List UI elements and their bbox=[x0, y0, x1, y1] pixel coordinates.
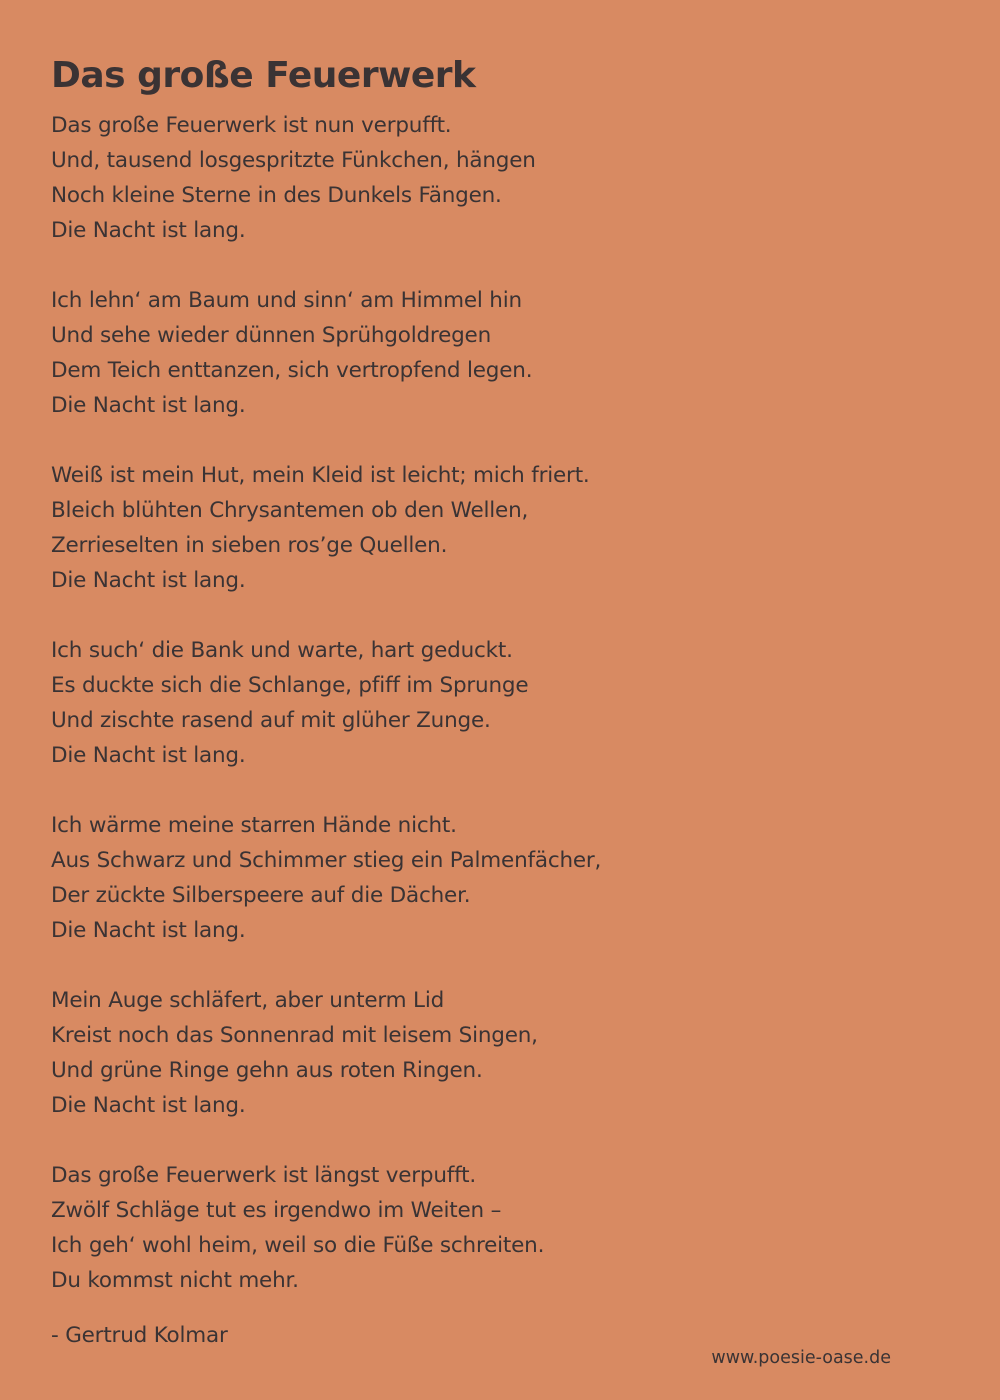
poem-title: Das große Feuerwerk bbox=[51, 55, 476, 96]
poem-line: Aus Schwarz und Schimmer stieg ein Palmenfächer, bbox=[51, 848, 602, 873]
poem-line: Die Nacht ist lang. bbox=[51, 743, 246, 768]
poem-line: Das große Feuerwerk ist nun verpufft. bbox=[51, 113, 452, 138]
poem-line: Die Nacht ist lang. bbox=[51, 1093, 246, 1118]
poem-line: Weiß ist mein Hut, mein Kleid ist leicht; mich friert. bbox=[51, 463, 590, 488]
website-watermark: www.poesie-oase.de bbox=[711, 1348, 891, 1368]
stanza-5 bbox=[51, 808, 951, 948]
poem-line: Das große Feuerwerk ist längst verpufft. bbox=[51, 1163, 477, 1188]
poem-line: Bleich blühten Chrysantemen ob den Wellen, bbox=[51, 498, 529, 523]
poem-line: Mein Auge schläfert, aber unterm Lid bbox=[51, 988, 445, 1013]
poem-line: Und sehe wieder dünnen Sprühgoldregen bbox=[51, 323, 492, 348]
poem-line: Und zischte rasend auf mit glüher Zunge. bbox=[51, 708, 491, 733]
poem-line: Die Nacht ist lang. bbox=[51, 218, 246, 243]
poem-page bbox=[51, 56, 951, 1333]
poem-line: Du kommst nicht mehr. bbox=[51, 1268, 299, 1293]
stanza-2 bbox=[51, 283, 951, 423]
stanza-6 bbox=[51, 983, 951, 1123]
poem-line: Kreist noch das Sonnenrad mit leisem Singen, bbox=[51, 1023, 538, 1048]
stanza-4 bbox=[51, 633, 951, 773]
poem-line: Ich lehn‘ am Baum und sinn‘ am Himmel hin bbox=[51, 288, 522, 313]
stanza-7 bbox=[51, 1158, 951, 1298]
poem-line: Zwölf Schläge tut es irgendwo im Weiten – bbox=[51, 1198, 502, 1223]
poem-author: - Gertrud Kolmar bbox=[51, 1323, 228, 1348]
poem-line: Dem Teich enttanzen, sich vertropfend legen. bbox=[51, 358, 533, 383]
poem-line: Der zückte Silberspeere auf die Dächer. bbox=[51, 883, 471, 908]
poem-line: Die Nacht ist lang. bbox=[51, 568, 246, 593]
poem-line: Die Nacht ist lang. bbox=[51, 393, 246, 418]
poem-line: Und grüne Ringe gehn aus roten Ringen. bbox=[51, 1058, 483, 1083]
poem-line: Die Nacht ist lang. bbox=[51, 918, 246, 943]
poem-line: Und, tausend losgespritzte Fünkchen, hängen bbox=[51, 148, 536, 173]
stanza-1 bbox=[51, 108, 951, 248]
stanza-3 bbox=[51, 458, 951, 598]
poem-line: Noch kleine Sterne in des Dunkels Fängen. bbox=[51, 183, 502, 208]
poem-line: Ich wärme meine starren Hände nicht. bbox=[51, 813, 457, 838]
poem-line: Ich such‘ die Bank und warte, hart geduckt. bbox=[51, 638, 513, 663]
poem-line: Ich geh‘ wohl heim, weil so die Füße schreiten. bbox=[51, 1233, 545, 1258]
poem-line: Zerrieselten in sieben ros’ge Quellen. bbox=[51, 533, 448, 558]
poem-line: Es duckte sich die Schlange, pfiff im Sprunge bbox=[51, 673, 529, 698]
